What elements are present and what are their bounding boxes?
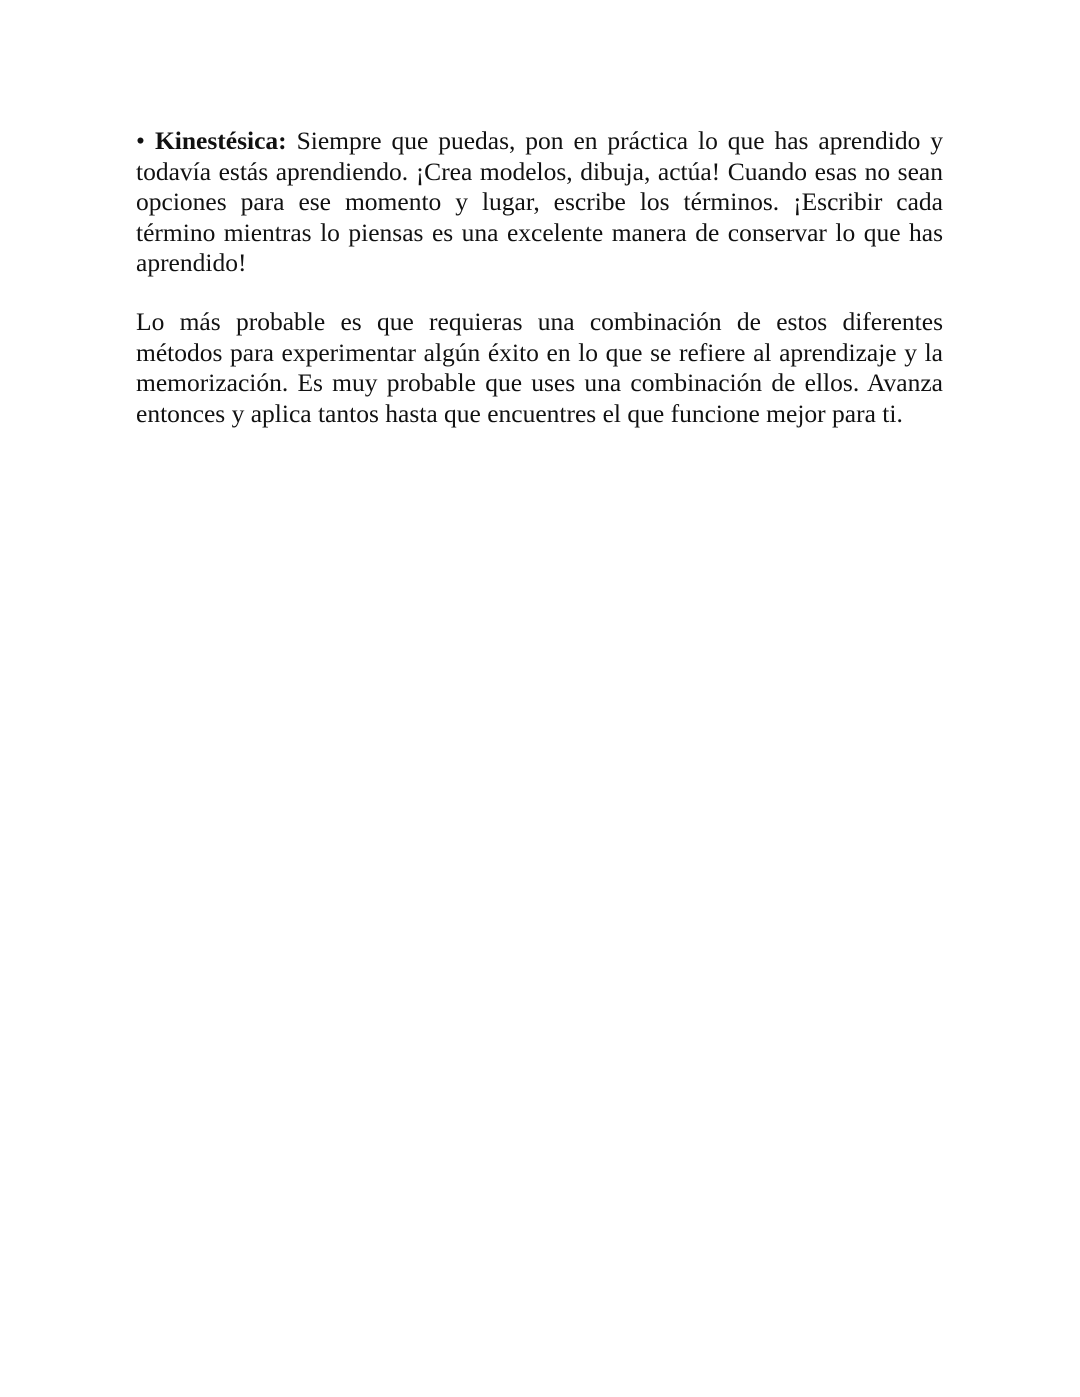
bullet-term: Kinestésica: (154, 126, 287, 155)
bullet-paragraph-kinestesica (136, 126, 943, 279)
document-body (136, 126, 943, 457)
bullet-text: Siempre que puedas, pon en práctica lo que has aprendido y todavía estás aprendiendo. ¡Crea modelos, dibuja, actúa! Cuando esas no sean opciones para ese momento y lugar, escribe los términos. ¡Escribir cada término mientras lo piensas es una excelente manera de conservar lo que has aprendido! (136, 126, 943, 278)
bullet-marker: • (136, 126, 145, 155)
closing-paragraph: Lo más probable es que requieras una combinación de estos diferentes métodos para experimentar algún éxito en lo que se refiere al aprendizaje y la memorización. Es muy probable que uses una combinación de ellos. Avanza entonces y aplica tantos hasta que encuentres el que funcione mejor para ti. (136, 306, 943, 428)
